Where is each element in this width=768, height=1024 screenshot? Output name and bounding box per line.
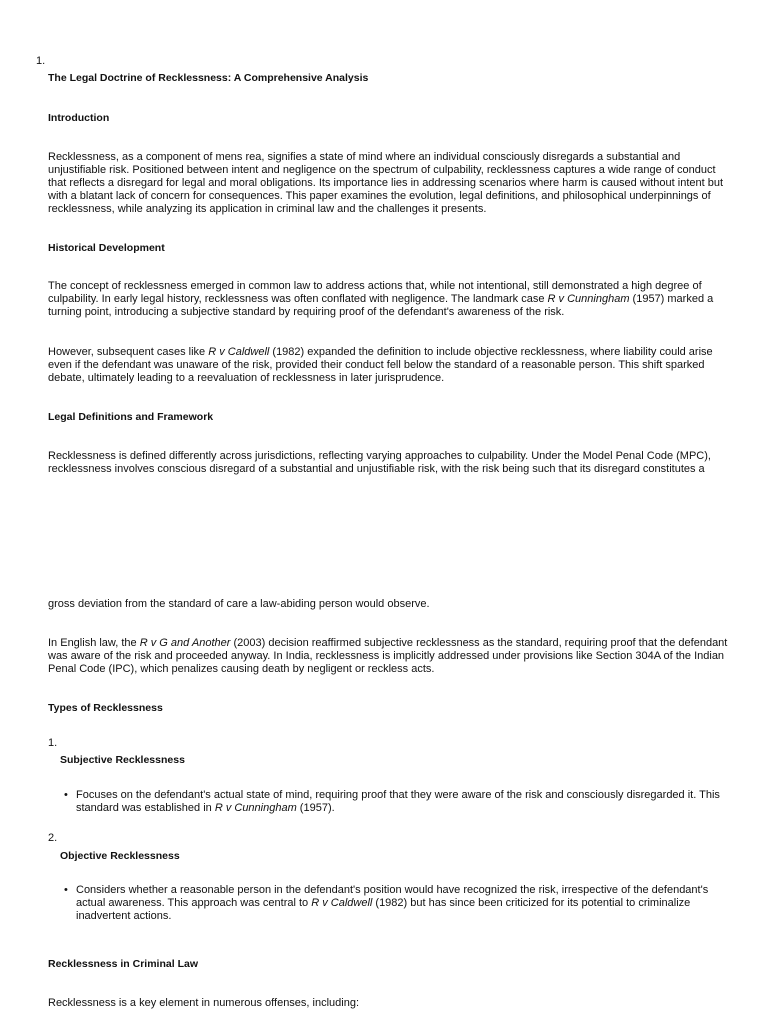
- case-name: R v G and Another: [139, 637, 231, 649]
- case-name: R v Cunningham: [214, 802, 297, 814]
- type-bullet: • Considers whether a reasonable person in the defendant's position would have recognized the risk, irrespective of the defendant's actual awareness. This approach was central to R v Caldwell (1982) but has since been criticized for its potential to criminalize inadvertent actions.: [64, 884, 709, 922]
- type-heading: Subjective Recklessness: [60, 754, 185, 766]
- type-bullet: • Focuses on the defendant's actual state of mind, requiring proof that they were aware of the risk and consciously disregarded it. This standard was established in R v Cunningham (1957).: [64, 789, 720, 814]
- historical-paragraph-1: The concept of recklessness emerged in common law to address actions that, while not intentional, still demonstrated a high degree of culpability. In early legal history, recklessness was often conflated with negligence. The landmark case R v Cunningham (1957) marked a turning point, introducing a subjective standard by requiring proof of the defendant's awareness of the risk.: [48, 280, 714, 318]
- historical-heading: Historical Development: [48, 242, 165, 254]
- legal-paragraph-2: In English law, the R v G and Another (2003) decision reaffirmed subjective recklessness as the standard, requiring proof that the defendant was aware of the risk and proceeded anyway. In India, recklessness is implicitly addressed under provisions like Section 304A of the Indian Penal Code (IPC), which penalizes causing death by negligent or reckless acts.: [48, 637, 728, 675]
- list-number: 1.: [36, 55, 46, 67]
- historical-paragraph-2: However, subsequent cases like R v Caldwell (1982) expanded the definition to include objective recklessness, where liability could arise even if the defendant was unaware of the risk, provided their conduct fell below the standard of a reasonable person. This shift sparked debate, ultimately leading to a reevaluation of recklessness in later jurisprudence.: [48, 346, 713, 384]
- criminal-paragraph: Recklessness is a key element in numerous offenses, including:: [48, 997, 360, 1009]
- type-number: 2.: [48, 832, 58, 844]
- bullet-glyph: •: [64, 884, 68, 896]
- legal-paragraph-1: Recklessness is defined differently across jurisdictions, reflecting varying approaches to culpability. Under the Model Penal Code (MPC), recklessness involves conscious disregard of a substantial and unjustifiable risk, with the risk being such that its disregard constitutes a: [48, 450, 711, 475]
- bullet-glyph: •: [64, 789, 68, 801]
- case-name: R v Cunningham: [547, 293, 630, 305]
- introduction-paragraph: Recklessness, as a component of mens rea, signifies a state of mind where an individual consciously disregards a substantial and unjustifiable risk. Positioned between intent and negligence on the spectrum of culpability, recklessness captures a wide range of conduct that reflects a disregard for legal and moral obligations. Its importance lies in addressing scenarios where harm is caused without intent but with a blatant lack of concern for consequences. This paper examines the evolution, legal definitions, and philosophical underpinnings of recklessness, while analyzing its application in criminal law and the challenges it presents.: [48, 151, 724, 215]
- case-name: R v Caldwell: [311, 897, 373, 909]
- legal-paragraph-1-continued: gross deviation from the standard of care a law-abiding person would observe.: [48, 598, 430, 610]
- types-heading: Types of Recklessness: [48, 702, 163, 714]
- type-number: 1.: [48, 737, 58, 749]
- criminal-heading: Recklessness in Criminal Law: [48, 958, 198, 970]
- legal-heading: Legal Definitions and Framework: [48, 411, 214, 423]
- document-title: The Legal Doctrine of Recklessness: A Comprehensive Analysis: [48, 72, 369, 84]
- introduction-heading: Introduction: [48, 112, 110, 124]
- type-heading: Objective Recklessness: [60, 850, 180, 862]
- case-name: R v Caldwell: [208, 346, 270, 358]
